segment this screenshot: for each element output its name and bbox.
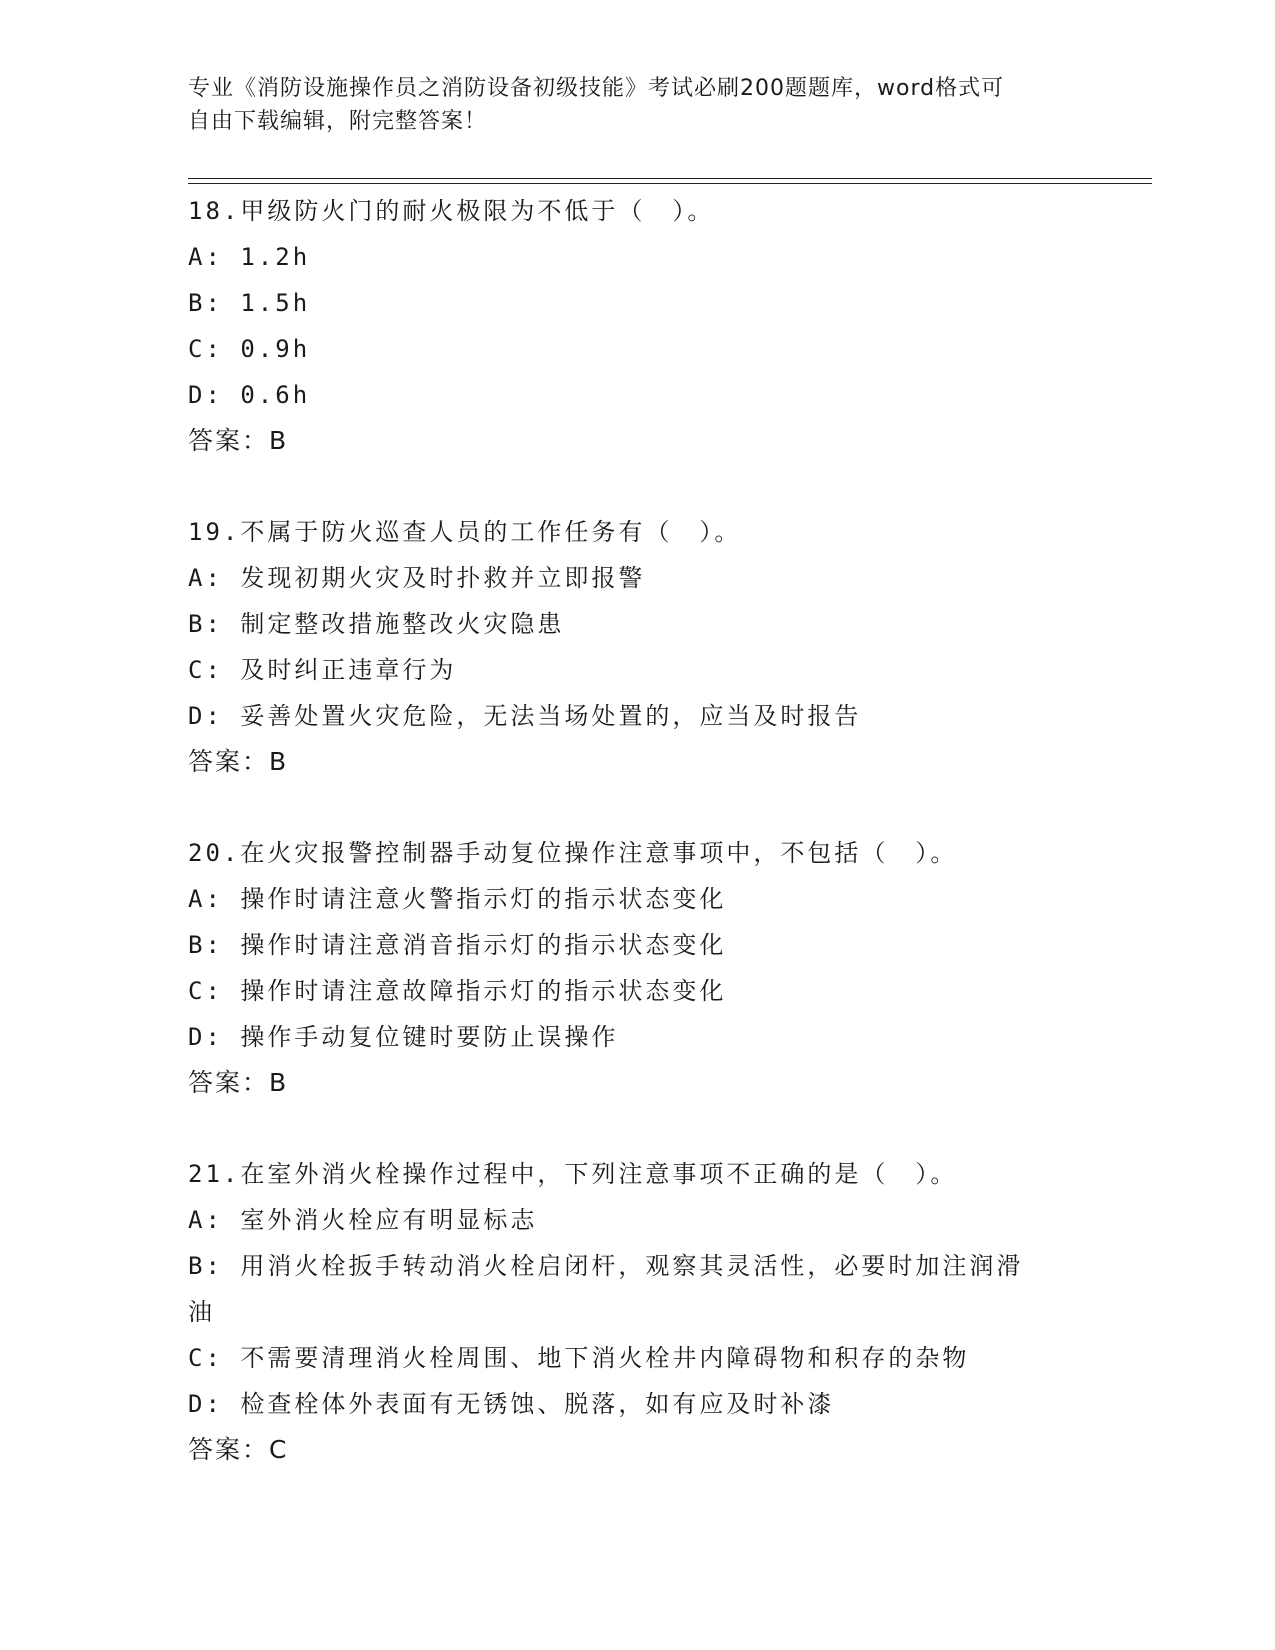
option-c: C: 0.9h	[188, 335, 311, 363]
question-stem: 21.在室外消火栓操作过程中，下列注意事项不正确的是（ ）。	[188, 1160, 958, 1188]
option-d: D: 操作手动复位键时要防止误操作	[188, 1023, 619, 1051]
answer-label: 答案：B	[188, 747, 289, 776]
header-divider-bottom	[188, 183, 1152, 184]
option-d: D: 妥善处置火灾危险，无法当场处置的，应当及时报告	[188, 702, 862, 730]
question-list	[188, 188, 1088, 1473]
header-title-line-2: 自由下载编辑，附完整答案！	[188, 109, 488, 134]
option-d: D: 0.6h	[188, 381, 311, 409]
answer-label: 答案：C	[188, 1435, 289, 1464]
option-a: A: 室外消火栓应有明显标志	[188, 1206, 538, 1234]
document-header	[188, 72, 1088, 138]
question-spacer	[188, 785, 1088, 830]
answer-label: 答案：B	[188, 426, 289, 455]
option-b: B: 制定整改措施整改火灾隐患	[188, 610, 565, 638]
option-b-continued: 油	[188, 1298, 215, 1326]
option-b: B: 用消火栓扳手转动消火栓启闭杆，观察其灵活性，必要时加注润滑	[188, 1252, 1024, 1280]
option-c: C: 操作时请注意故障指示灯的指示状态变化	[188, 977, 727, 1005]
option-a: A: 发现初期火灾及时扑救并立即报警	[188, 564, 646, 592]
question-spacer	[188, 464, 1088, 509]
header-divider-top	[188, 178, 1152, 179]
question-21	[188, 1151, 1088, 1473]
option-c: C: 及时纠正违章行为	[188, 656, 457, 684]
option-b: B: 1.5h	[188, 289, 311, 317]
question-19	[188, 509, 1088, 785]
header-title-line-1: 专业《消防设施操作员之消防设备初级技能》考试必刷200题题库，word格式可	[188, 76, 1005, 101]
option-a: A: 操作时请注意火警指示灯的指示状态变化	[188, 885, 727, 913]
option-b: B: 操作时请注意消音指示灯的指示状态变化	[188, 931, 727, 959]
answer-label: 答案：B	[188, 1068, 289, 1097]
question-stem: 20.在火灾报警控制器手动复位操作注意事项中，不包括（ ）。	[188, 839, 958, 867]
question-18	[188, 188, 1088, 464]
option-d: D: 检查栓体外表面有无锈蚀、脱落，如有应及时补漆	[188, 1390, 835, 1418]
question-stem: 18.甲级防火门的耐火极限为不低于（ ）。	[188, 197, 715, 225]
question-stem: 19.不属于防火巡查人员的工作任务有（ ）。	[188, 518, 742, 546]
option-c: C: 不需要清理消火栓周围、地下消火栓井内障碍物和积存的杂物	[188, 1344, 970, 1372]
question-spacer	[188, 1106, 1088, 1151]
option-a: A: 1.2h	[188, 243, 311, 271]
question-20	[188, 830, 1088, 1106]
